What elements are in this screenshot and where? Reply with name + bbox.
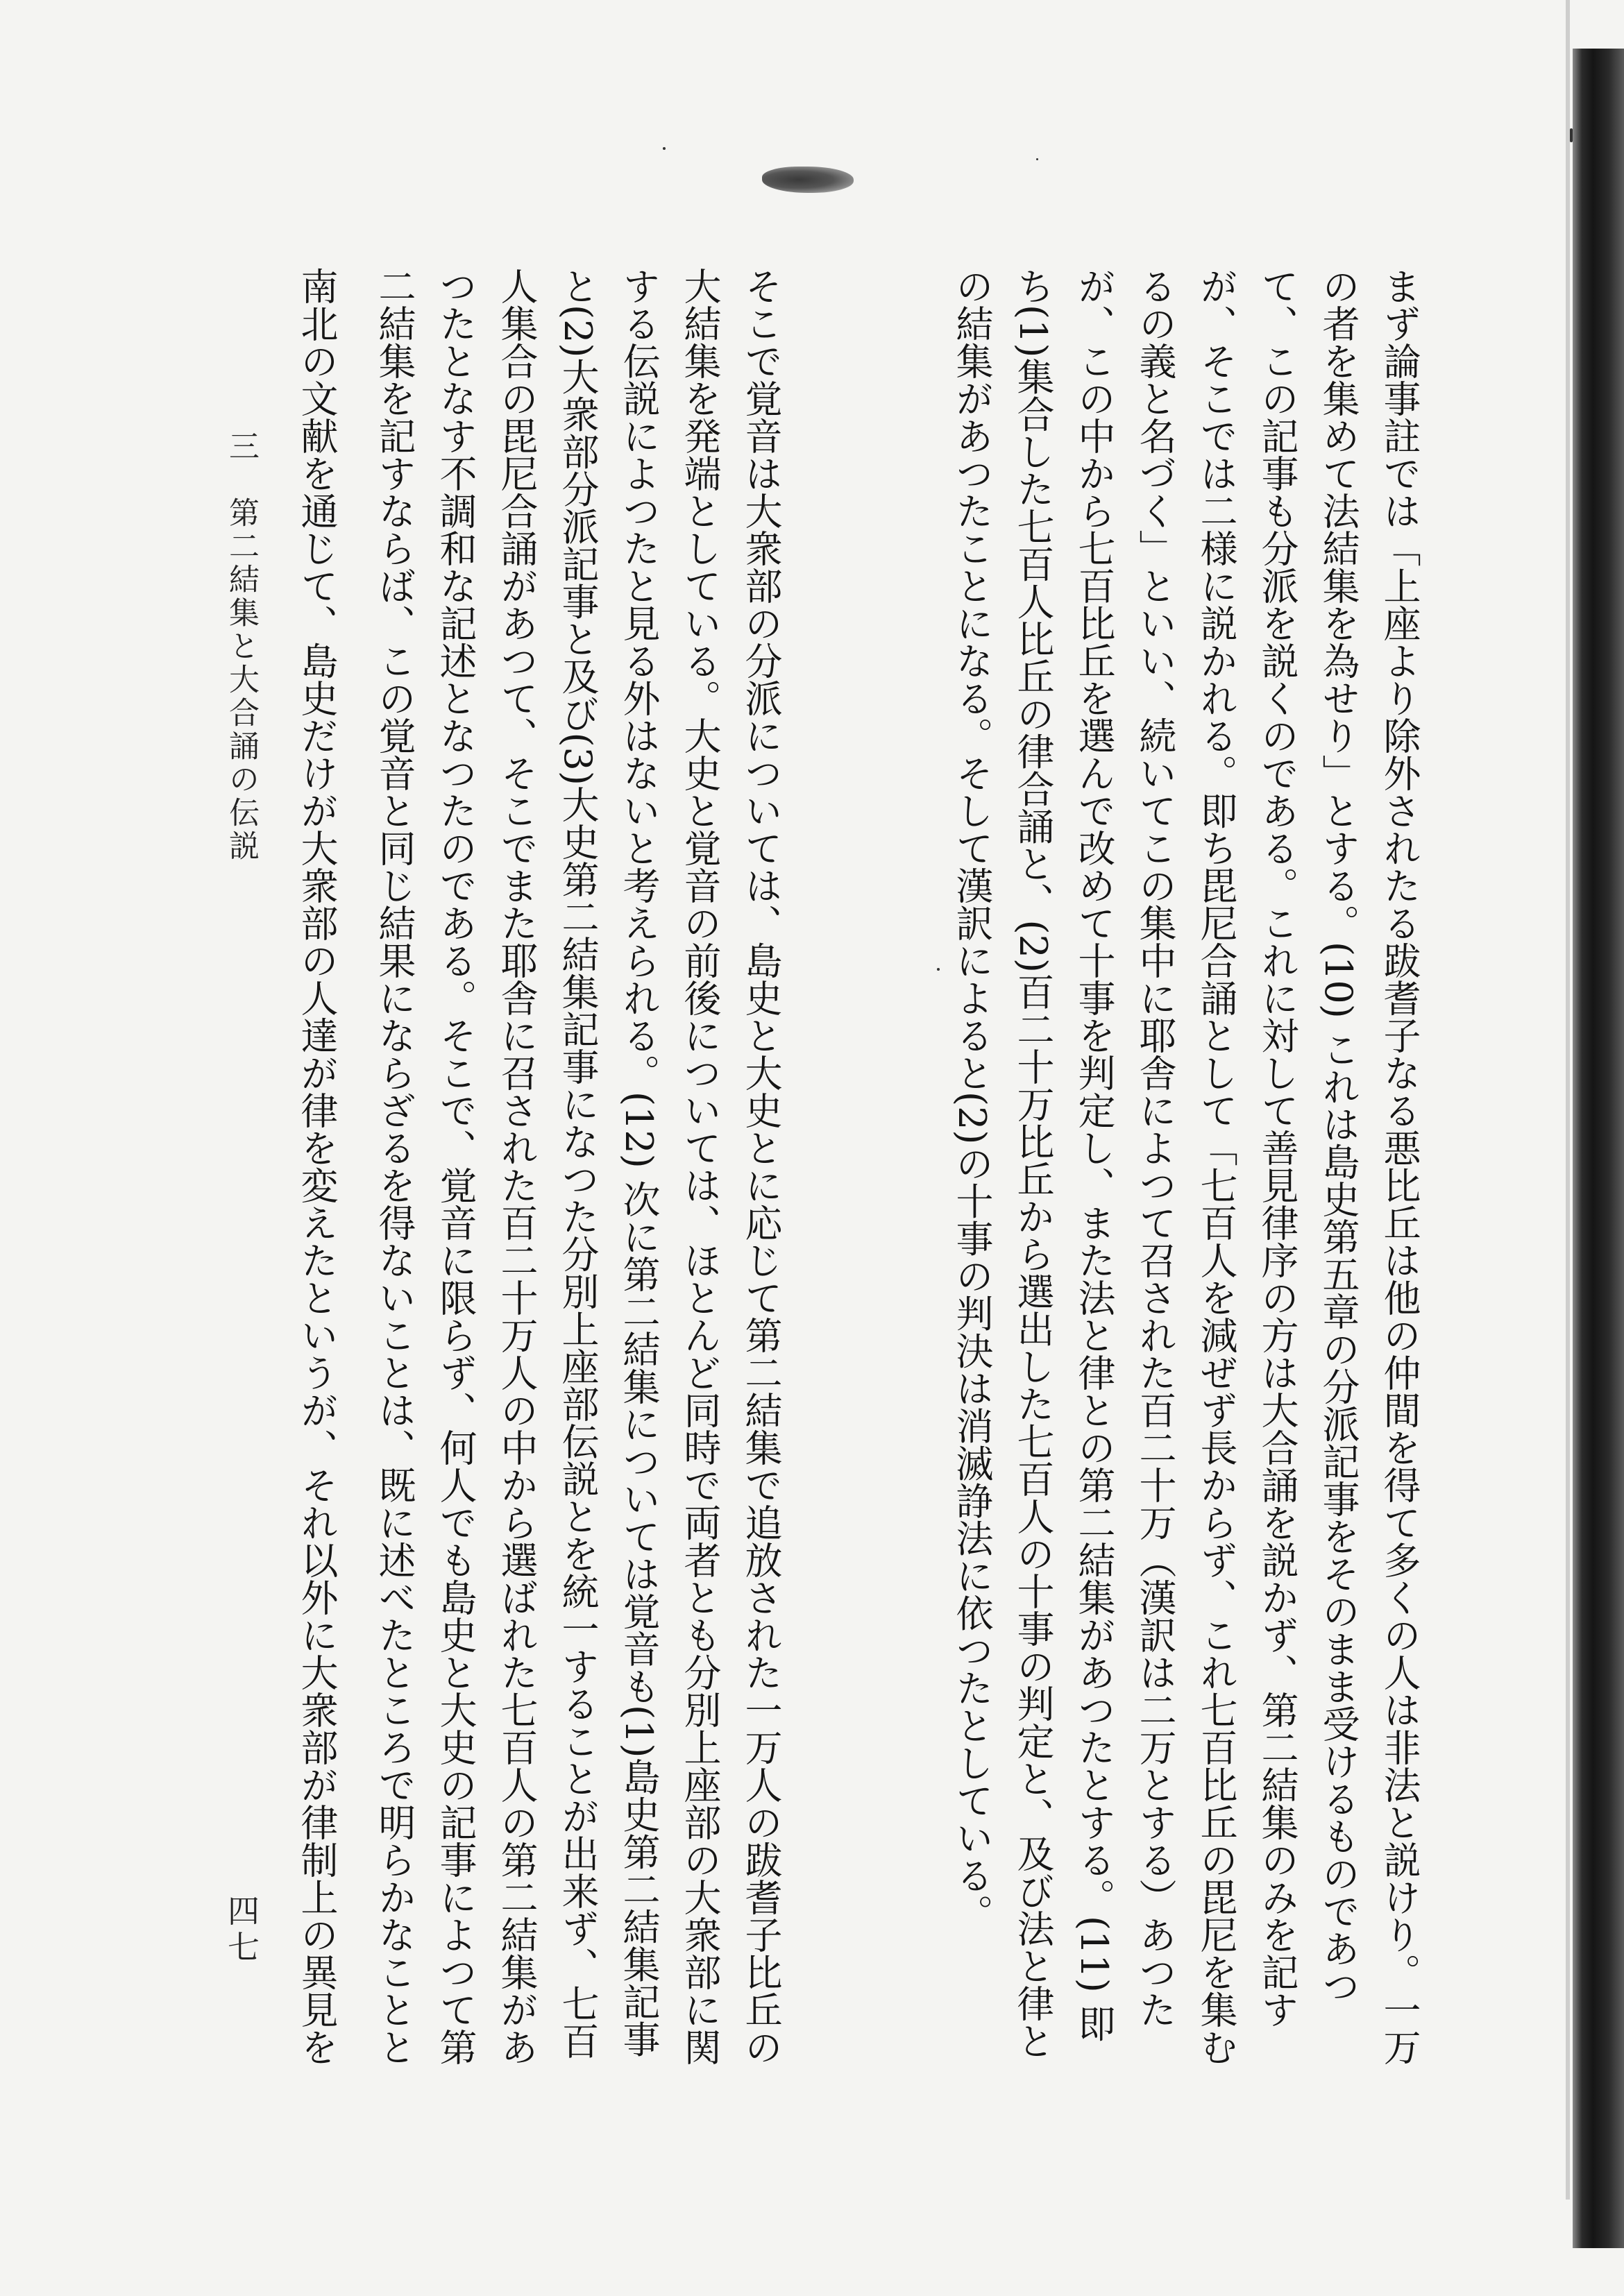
running-head: 三 第二結集と大合誦の伝説	[223, 430, 259, 863]
body-text	[361, 267, 1430, 2071]
paragraph-2: そこで覚音は大衆部の分派については、島史と大史とに応じて第二結集で追放された一万人の跋耆子比丘の大結集を発端としている。大史と覚音の前後については、ほとんど同時で両者とも分別上座部の大衆部に関する伝説によつたと見る外はないと考えられる。(12) 次に第二結集については覚音も(1)島史第二結集記事と(2)大衆部分派記事と及び(3)大史第二結集記事になつた分別上座部伝説とを統一することが出来ず、七百人集合の毘尼合誦があつて、そこでまた耶舎に召された百二十万人の中から選ばれた七百人の第二結集があつたとなす不調和な記述となつたのである。そこで、覚音に限らず、何人でも島史と大史の記事によつて第二結集を記すならば、この覚音と同じ結果にならざるを得ないことは、既に述べたところで明らかなことと	[373, 267, 783, 2066]
scan-edge-shadow	[1573, 49, 1624, 2248]
page-number: 四七	[223, 1894, 260, 1966]
paragraph-3-column	[278, 267, 375, 2071]
scan-speck	[663, 147, 666, 150]
scan-edge-line	[1566, 0, 1570, 2200]
scan-speck	[1036, 158, 1038, 160]
paragraph-3: 南北の文献を通じて、島史だけが大衆部の人達が律を変えたというが、それ以外に大衆部が律制上の異見を	[295, 267, 339, 2066]
scan-speck	[937, 968, 940, 971]
paragraph-1: まず論事註では「上座より除外されたる跋耆子なる悪比丘は他の仲間を得て多くの人は非法と説けり。一万の者を集めて法結集を為せり」とする。(10) これは島史第五章の分派記事をそのまま受けるものであつて、この記事も分派を説くのである。これに対して善見律序の方は大合誦を説かず、第二結集のみを記すが、そこでは二様に説かれる。即ち毘尼合誦として「七百人を減ぜず長からず、これ七百比丘の毘尼を集むるの義と名づく」といい、続いてこの集中に耶舎によつて召された百二十万（漢訳は二万とする）あつたが、この中から七百比丘を選んで改めて十事を判定し、また法と律との第二結集があつたとする。(11) 即ち(1)集合した七百人比丘の律合誦と、(2)百二十万比丘から選出した七百人の十事の判定と、及び法と律との結集があつたことになる。そして漢訳によると(2)の十事の判決は消滅諍法に依つたとしている。	[950, 267, 1421, 2066]
ornament-mark	[762, 167, 854, 193]
scan-speck	[1570, 128, 1573, 142]
